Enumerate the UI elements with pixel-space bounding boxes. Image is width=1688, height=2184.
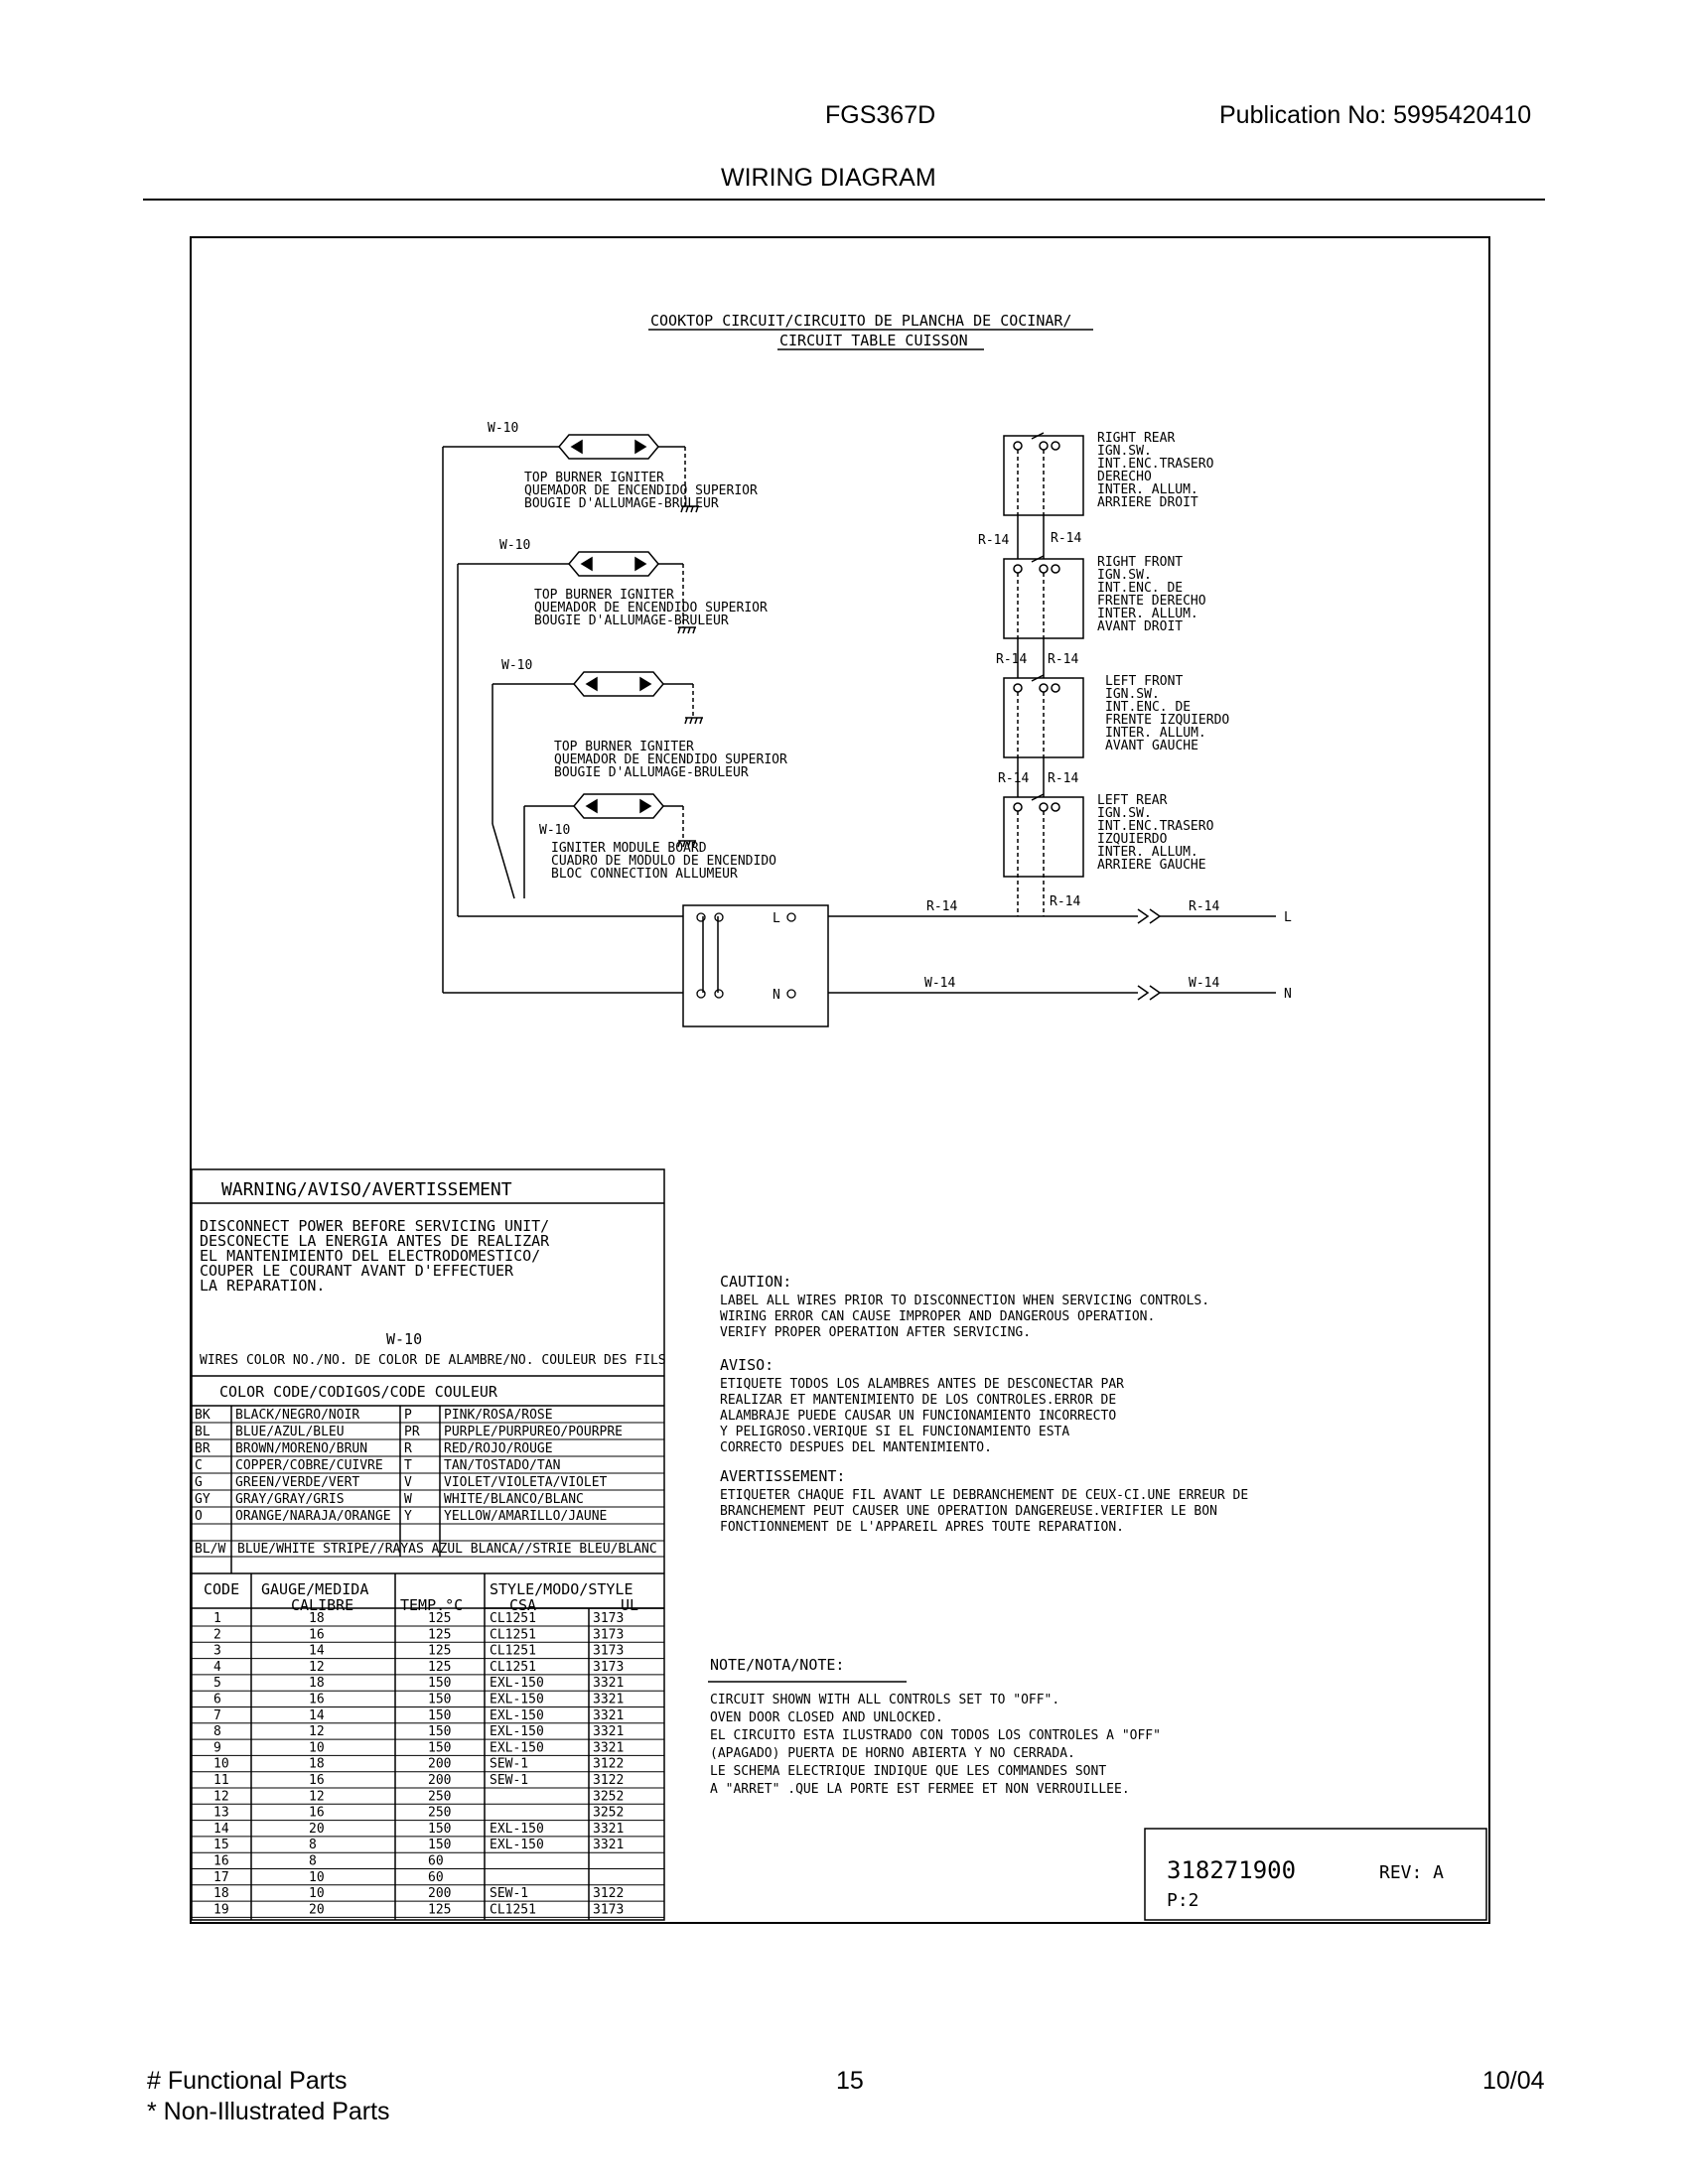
color-abbr: O [195, 1509, 203, 1524]
avertissement-line: ETIQUETER CHAQUE FIL AVANT LE DEBRANCHEMENT DE CEUX-CI.UNE ERREUR DE [720, 1488, 1249, 1503]
color-row-desc: BLUE/WHITE STRIPE//RAYAS AZUL BLANCA//STRIE BLEU/BLANC [237, 1542, 657, 1557]
color-abbr: R [404, 1441, 412, 1456]
gauge-value: 18 [309, 1676, 325, 1692]
gauge-csa: CL1251 [490, 1627, 536, 1643]
note-title: NOTE/NOTA/NOTE: [710, 1656, 845, 1674]
gauge-ul: 3252 [593, 1805, 625, 1821]
switch-label-line: AVANT DROIT [1097, 619, 1184, 634]
color-name: PURPLE/PURPUREO/POURPRE [444, 1425, 624, 1439]
gauge-csa: EXL-150 [490, 1740, 544, 1756]
color-name: COPPER/COBRE/CUIVRE [235, 1458, 383, 1473]
gauge-code: 5 [213, 1676, 221, 1692]
gauge-csa: SEW-1 [490, 1886, 529, 1902]
switch-label-line: AVANT GAUCHE [1105, 739, 1198, 753]
note-line: A "ARRET" .QUE LA PORTE EST FERMEE ET NON VERROUILLEE. [710, 1782, 1130, 1797]
color-name: BLUE/AZUL/BLEU [235, 1425, 345, 1439]
switch-label-line: INTER. ALLUM. [1097, 607, 1198, 621]
wire-label-w10: W-10 [501, 658, 533, 673]
module-label-line2: CUADRO DE MODULO DE ENCENDIDO [551, 854, 776, 869]
diagram-title-line2: CIRCUIT TABLE CUISSON [779, 332, 968, 349]
switch-label-line: RIGHT REAR [1097, 431, 1176, 446]
avertissement-line: BRANCHEMENT PEUT CAUSER UNE OPERATION DANGEREUSE.VERIFIER LE BON [720, 1504, 1217, 1519]
note-line: CIRCUIT SHOWN WITH ALL CONTROLS SET TO "OFF". [710, 1693, 1060, 1707]
color-abbr: G [195, 1475, 203, 1490]
gauge-value: 20 [309, 1902, 325, 1918]
gauge-temp: 150 [428, 1676, 452, 1692]
warning-line: COUPER LE COURANT AVANT D'EFFECTUER [200, 1262, 514, 1280]
part-number: 318271900 [1167, 1856, 1297, 1884]
switch-label-line: LEFT FRONT [1105, 674, 1184, 689]
color-abbr: BR [195, 1441, 211, 1456]
gauge-code: 3 [213, 1643, 221, 1659]
gauge-temp: 125 [428, 1627, 452, 1643]
gauge-code: 1 [213, 1611, 221, 1626]
footer-date: 10/04 [1482, 2067, 1545, 2095]
color-name: WHITE/BLANCO/BLANC [444, 1492, 584, 1507]
switch-label-line: INTER. ALLUM. [1105, 726, 1206, 741]
gauge-header-style: STYLE/MODO/STYLE [490, 1580, 633, 1598]
note-line: EL CIRCUITO ESTA ILUSTRADO CON TODOS LOS CONTROLES A "OFF" [710, 1728, 1161, 1743]
switch-label-line: INT.ENC.TRASERO [1097, 457, 1214, 472]
warning-line: LA REPARATION. [200, 1277, 326, 1295]
switch-label-line: ARRIERE GAUCHE [1097, 858, 1206, 873]
gauge-value: 16 [309, 1773, 325, 1788]
module-label-line3: BLOC CONNECTION ALLUMEUR [551, 867, 738, 882]
wire-caption: WIRES COLOR NO./NO. DE COLOR DE ALAMBRE/NO. COULEUR DES FILS [200, 1353, 666, 1368]
gauge-value: 18 [309, 1611, 325, 1626]
igniter-label-line: QUEMADOR DE ENCENDIDO SUPERIOR [524, 483, 758, 498]
gauge-code: 19 [213, 1902, 229, 1918]
color-name: PINK/ROSA/ROSE [444, 1408, 553, 1423]
wire-label-r14: R-14 [926, 899, 958, 914]
aviso-line: ETIQUETE TODOS LOS ALAMBRES ANTES DE DESCONECTAR PAR [720, 1377, 1124, 1392]
switch-left-front [1004, 675, 1083, 757]
gauge-code: 7 [213, 1707, 221, 1723]
aviso-line: ALAMBRAJE PUEDE CAUSAR UN FUNCIONAMIENTO INCORRECTO [720, 1409, 1117, 1424]
switch-right-rear [1004, 433, 1083, 515]
gauge-header-csa: CSA [509, 1596, 537, 1614]
gauge-temp: 150 [428, 1740, 452, 1756]
gauge-csa: EXL-150 [490, 1821, 544, 1837]
gauge-csa: CL1251 [490, 1611, 536, 1626]
wire-label-w10: W-10 [499, 538, 531, 553]
color-abbr: Y [404, 1509, 412, 1524]
gauge-csa: EXL-150 [490, 1676, 544, 1692]
publication-number: Publication No: 5995420410 [1219, 101, 1532, 129]
gauge-code: 8 [213, 1724, 221, 1740]
header-rule [143, 199, 1545, 201]
gauge-value: 10 [309, 1886, 325, 1902]
wire-label-r14: R-14 [1048, 771, 1079, 786]
gauge-header-calibre: CALIBRE [291, 1596, 354, 1614]
gauge-value: 10 [309, 1740, 325, 1756]
switch-label-line: IZQUIERDO [1097, 832, 1168, 847]
warning-title: WARNING/AVISO/AVERTISSEMENT [221, 1179, 512, 1200]
switch-label-line: FRENTE IZQUIERDO [1105, 713, 1230, 728]
color-row-code: BL/W [195, 1542, 226, 1557]
gauge-code: 11 [213, 1773, 229, 1788]
color-name: TAN/TOSTADO/TAN [444, 1458, 561, 1473]
gauge-code: 2 [213, 1627, 221, 1643]
ground-symbols [678, 506, 703, 847]
gauge-temp: 125 [428, 1659, 452, 1675]
igniter-label-line: TOP BURNER IGNITER [554, 740, 694, 754]
line-terminal-n: N [1284, 987, 1292, 1002]
gauge-ul: 3173 [593, 1659, 625, 1675]
gauge-code: 18 [213, 1886, 229, 1902]
gauge-code: 16 [213, 1853, 229, 1869]
gauge-code: 6 [213, 1692, 221, 1707]
line-terminal-l: L [1284, 910, 1292, 925]
color-abbr: V [404, 1475, 412, 1490]
switch-label-line: INT.ENC.TRASERO [1097, 819, 1214, 834]
gauge-temp: 125 [428, 1643, 452, 1659]
gauge-temp: 200 [428, 1756, 452, 1772]
footer-functional-parts: # Functional Parts [147, 2067, 348, 2095]
gauge-value: 14 [309, 1643, 325, 1659]
module-terminal-l: L [773, 911, 780, 926]
gauge-csa: CL1251 [490, 1902, 536, 1918]
diagram-title-line1: COOKTOP CIRCUIT/CIRCUITO DE PLANCHA DE COCINAR/ [650, 312, 1072, 330]
gauge-temp: 150 [428, 1707, 452, 1723]
gauge-code: 4 [213, 1659, 221, 1675]
gauge-ul: 3122 [593, 1756, 625, 1772]
note-line: (APAGADO) PUERTA DE HORNO ABIERTA Y NO CERRADA. [710, 1746, 1075, 1761]
caution-line: VERIFY PROPER OPERATION AFTER SERVICING. [720, 1325, 1032, 1340]
wire-label-r14: R-14 [1050, 894, 1081, 909]
gauge-code: 14 [213, 1821, 229, 1837]
switch-label-line: FRENTE DERECHO [1097, 594, 1206, 609]
section-title: WIRING DIAGRAM [721, 164, 936, 192]
gauge-csa: EXL-150 [490, 1838, 544, 1853]
gauge-header-temp: TEMP.°C [400, 1596, 464, 1614]
module-label-line1: IGNITER MODULE BOARD [551, 841, 707, 856]
switch-right-front [1004, 556, 1083, 638]
gauge-ul: 3173 [593, 1627, 625, 1643]
gauge-value: 16 [309, 1627, 325, 1643]
gauge-csa: CL1251 [490, 1659, 536, 1675]
gauge-temp: 60 [428, 1869, 444, 1885]
gauge-value: 20 [309, 1821, 325, 1837]
gauge-csa: EXL-150 [490, 1707, 544, 1723]
igniter-3 [492, 672, 693, 718]
gauge-temp: 125 [428, 1902, 452, 1918]
wire-example: W-10 [386, 1330, 423, 1348]
gauge-value: 10 [309, 1869, 325, 1885]
gauge-value: 16 [309, 1805, 325, 1821]
gauge-temp: 200 [428, 1773, 452, 1788]
igniter-label-line: TOP BURNER IGNITER [534, 588, 674, 603]
gauge-code: 15 [213, 1838, 229, 1853]
gauge-ul: 3173 [593, 1643, 625, 1659]
page-number: 15 [836, 2067, 864, 2095]
gauge-ul: 3321 [593, 1724, 625, 1740]
switch-label-line: IGN.SW. [1097, 444, 1152, 459]
footer-non-illustrated-parts: * Non-Illustrated Parts [147, 2098, 390, 2125]
gauge-csa: SEW-1 [490, 1756, 529, 1772]
switch-label-line: IGN.SW. [1097, 568, 1152, 583]
warning-line: DISCONNECT POWER BEFORE SERVICING UNIT/ [200, 1217, 550, 1235]
color-name: ORANGE/NARAJA/ORANGE [235, 1509, 391, 1524]
switch-label-line: ARRIERE DROIT [1097, 495, 1198, 510]
igniter-label-line: QUEMADOR DE ENCENDIDO SUPERIOR [534, 601, 768, 615]
color-name: BLACK/NEGRO/NOIR [235, 1408, 360, 1423]
switch-label-line: INT.ENC. DE [1097, 581, 1184, 596]
gauge-value: 16 [309, 1692, 325, 1707]
caution-title: CAUTION: [720, 1273, 792, 1291]
wire-label-w14: W-14 [1189, 976, 1220, 991]
module-terminal-n: N [773, 988, 780, 1003]
igniter-label-line: BOUGIE D'ALLUMAGE-BRULEUR [524, 496, 719, 511]
gauge-header-ul: UL [621, 1596, 639, 1614]
gauge-value: 8 [309, 1853, 317, 1869]
wire-label-r14: R-14 [1048, 652, 1079, 667]
color-name: GREEN/VERDE/VERT [235, 1475, 360, 1490]
aviso-line: REALIZAR ET MANTENIMIENTO DE LOS CONTROLES.ERROR DE [720, 1393, 1117, 1408]
gauge-ul: 3321 [593, 1838, 625, 1853]
switch-label-line: DERECHO [1097, 470, 1152, 484]
switch-label-line: LEFT REAR [1097, 793, 1168, 808]
gauge-value: 18 [309, 1756, 325, 1772]
gauge-ul: 3321 [593, 1707, 625, 1723]
gauge-temp: 125 [428, 1611, 452, 1626]
gauge-ul: 3321 [593, 1692, 625, 1707]
gauge-ul: 3321 [593, 1740, 625, 1756]
igniter-label-line: BOUGIE D'ALLUMAGE-BRULEUR [534, 614, 729, 628]
aviso-line: Y PELIGROSO.VERIQUE SI EL FUNCIONAMIENTO ESTA [720, 1425, 1070, 1439]
gauge-value: 12 [309, 1724, 325, 1740]
wire-label-w10: W-10 [539, 823, 571, 838]
color-abbr: BL [195, 1425, 211, 1439]
avertissement-title: AVERTISSEMENT: [720, 1467, 846, 1485]
wiring-diagram [192, 238, 1488, 1922]
switch-label-line: IGN.SW. [1097, 806, 1152, 821]
igniter-label-line: TOP BURNER IGNITER [524, 471, 664, 485]
gauge-ul: 3173 [593, 1902, 625, 1918]
gauge-code: 17 [213, 1869, 229, 1885]
switch-label-line: INT.ENC. DE [1105, 700, 1192, 715]
gauge-temp: 250 [428, 1789, 452, 1805]
gauge-csa: EXL-150 [490, 1724, 544, 1740]
igniter-label-line: QUEMADOR DE ENCENDIDO SUPERIOR [554, 752, 787, 767]
wire-label-r14: R-14 [998, 771, 1030, 786]
gauge-ul: 3173 [593, 1611, 625, 1626]
color-name: BROWN/MORENO/BRUN [235, 1441, 368, 1456]
gauge-code: 10 [213, 1756, 229, 1772]
wire-label-w14: W-14 [924, 976, 956, 991]
color-abbr: PR [404, 1425, 420, 1439]
color-name: VIOLET/VIOLETA/VIOLET [444, 1475, 608, 1490]
color-abbr: BK [195, 1408, 211, 1423]
aviso-line: CORRECTO DESPUES DEL MANTENIMIENTO. [720, 1440, 992, 1455]
wire-label-r14: R-14 [1051, 531, 1082, 546]
color-abbr: T [404, 1458, 412, 1473]
gauge-value: 14 [309, 1707, 325, 1723]
gauge-csa: CL1251 [490, 1643, 536, 1659]
gauge-ul: 3321 [593, 1676, 625, 1692]
gauge-temp: 60 [428, 1853, 444, 1869]
gauge-value: 12 [309, 1789, 325, 1805]
gauge-temp: 150 [428, 1692, 452, 1707]
revision: REV: A [1379, 1862, 1445, 1883]
gauge-ul: 3321 [593, 1821, 625, 1837]
wire-label-r14: R-14 [1189, 899, 1220, 914]
gauge-value: 8 [309, 1838, 317, 1853]
switch-label-line: INTER. ALLUM. [1097, 482, 1198, 497]
note-line: OVEN DOOR CLOSED AND UNLOCKED. [710, 1710, 943, 1725]
warning-line: EL MANTENIMIENTO DEL ELECTRODOMESTICO/ [200, 1247, 541, 1265]
color-abbr: W [404, 1492, 412, 1507]
gauge-ul: 3122 [593, 1886, 625, 1902]
gauge-ul: 3252 [593, 1789, 625, 1805]
gauge-code: 13 [213, 1805, 229, 1821]
drawing-frame [190, 236, 1490, 1924]
gauge-header-code: CODE [204, 1580, 240, 1598]
color-name: GRAY/GRAY/GRIS [235, 1492, 345, 1507]
gauge-code: 9 [213, 1740, 221, 1756]
color-abbr: P [404, 1408, 412, 1423]
gauge-code: 12 [213, 1789, 229, 1805]
gauge-csa: EXL-150 [490, 1692, 544, 1707]
gauge-temp: 200 [428, 1886, 452, 1902]
gauge-header-gauge: GAUGE/MEDIDA [261, 1580, 369, 1598]
color-code-title: COLOR CODE/CODIGOS/CODE COULEUR [219, 1383, 497, 1401]
gauge-temp: 150 [428, 1724, 452, 1740]
page-code: P:2 [1167, 1890, 1199, 1911]
gauge-value: 12 [309, 1659, 325, 1675]
wire-label-w10: W-10 [488, 421, 519, 436]
warning-line: DESCONECTE LA ENERGIA ANTES DE REALIZAR [200, 1232, 550, 1250]
caution-line: LABEL ALL WIRES PRIOR TO DISCONNECTION WHEN SERVICING CONTROLS. [720, 1294, 1210, 1308]
wire-label-r14: R-14 [978, 533, 1010, 548]
avertissement-line: FONCTIONNEMENT DE L'APPAREIL APRES TOUTE REPARATION. [720, 1520, 1124, 1535]
switch-label-line: IGN.SW. [1105, 687, 1160, 702]
gauge-temp: 150 [428, 1838, 452, 1853]
gauge-ul: 3122 [593, 1773, 625, 1788]
color-name: RED/ROJO/ROUGE [444, 1441, 553, 1456]
switch-label-line: RIGHT FRONT [1097, 555, 1184, 570]
note-line: LE SCHEMA ELECTRIQUE INDIQUE QUE LES COMMANDES SONT [710, 1764, 1107, 1779]
gauge-temp: 250 [428, 1805, 452, 1821]
color-name: YELLOW/AMARILLO/JAUNE [444, 1509, 608, 1524]
color-abbr: GY [195, 1492, 211, 1507]
model-number: FGS367D [825, 101, 936, 129]
switch-label-line: INTER. ALLUM. [1097, 845, 1198, 860]
wire-label-r14: R-14 [996, 652, 1028, 667]
gauge-csa: SEW-1 [490, 1773, 529, 1788]
color-abbr: C [195, 1458, 203, 1473]
igniter-label-line: BOUGIE D'ALLUMAGE-BRULEUR [554, 765, 749, 780]
aviso-title: AVISO: [720, 1356, 774, 1374]
caution-line: WIRING ERROR CAN CAUSE IMPROPER AND DANGEROUS OPERATION. [720, 1309, 1156, 1324]
gauge-temp: 150 [428, 1821, 452, 1837]
